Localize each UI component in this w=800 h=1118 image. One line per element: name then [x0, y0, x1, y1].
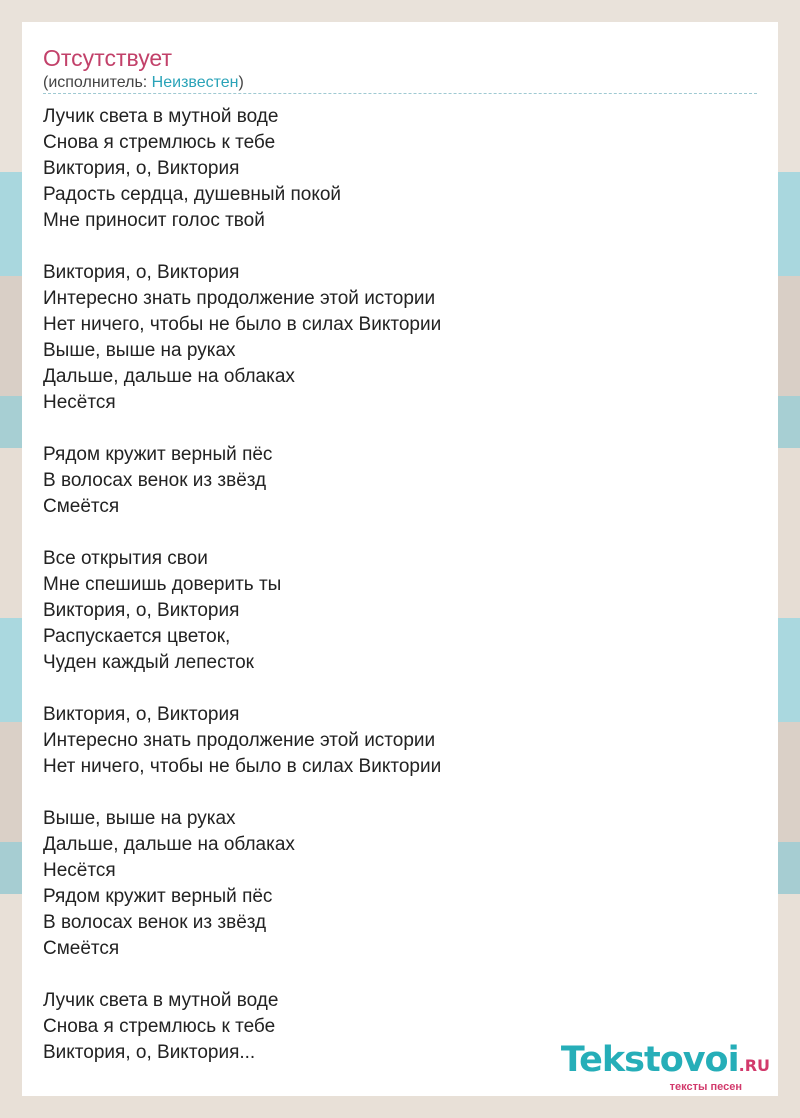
lyric-line: Интересно знать продолжение этой истории: [43, 730, 436, 751]
lyric-line: Мне спешишь доверить ты: [43, 574, 282, 595]
lyric-line: Виктория, о, Виктория...: [43, 1042, 256, 1063]
logo-wordmark: [561, 1042, 770, 1084]
lyric-line: Нет ничего, чтобы не было в силах Виктории: [43, 756, 442, 777]
lyric-line: Дальше, дальше на облаках: [43, 366, 295, 387]
lyric-line: Рядом кружит верный пёс: [43, 444, 273, 465]
lyric-line: В волосах венок из звёзд: [43, 912, 267, 933]
title-divider: [43, 93, 757, 94]
artist-prefix: (исполнитель:: [43, 74, 152, 91]
lyric-line: Снова я стремлюсь к тебе: [43, 132, 276, 153]
lyric-line: Виктория, о, Виктория: [43, 600, 240, 621]
song-title: Отсутствует: [43, 45, 172, 71]
lyric-line: Чуден каждый лепесток: [43, 652, 254, 673]
lyric-line: Выше, выше на руках: [43, 340, 236, 361]
lyric-line: Лучик света в мутной воде: [43, 990, 279, 1011]
lyric-line: Лучик света в мутной воде: [43, 106, 279, 127]
stanza-break: [43, 234, 441, 260]
stanza-break: [43, 962, 441, 988]
lyric-line: Радость сердца, душевный покой: [43, 184, 342, 205]
lyrics-sheet: [22, 22, 778, 1096]
stanza-break: [43, 780, 441, 806]
lyric-line: Смеётся: [43, 496, 120, 517]
lyric-line: Выше, выше на руках: [43, 808, 236, 829]
lyric-line: Мне приносит голос твой: [43, 210, 265, 231]
logo-domain: .RU: [738, 1056, 770, 1075]
lyrics-text: [43, 104, 441, 1066]
lyric-line: Все открытия свои: [43, 548, 208, 569]
lyric-line: Нет ничего, чтобы не было в силах Виктории: [43, 314, 442, 335]
lyric-line: Снова я стремлюсь к тебе: [43, 1016, 276, 1037]
site-logo[interactable]: [561, 1042, 770, 1093]
stanza-break: [43, 520, 441, 546]
lyric-line: Виктория, о, Виктория: [43, 158, 240, 179]
stanza-break: [43, 676, 441, 702]
lyric-line: В волосах венок из звёзд: [43, 470, 267, 491]
lyric-line: Интересно знать продолжение этой истории: [43, 288, 436, 309]
lyric-line: Виктория, о, Виктория: [43, 704, 240, 725]
lyric-line: Несётся: [43, 860, 116, 881]
lyric-line: Несётся: [43, 392, 116, 413]
lyric-line: Смеётся: [43, 938, 120, 959]
artist-link[interactable]: Неизвестен: [151, 74, 239, 91]
lyric-line: Рядом кружит верный пёс: [43, 886, 273, 907]
lyric-line: Дальше, дальше на облаках: [43, 834, 295, 855]
artist-suffix: ): [238, 74, 244, 91]
artist-line: [43, 73, 244, 93]
lyric-line: Распускается цветок,: [43, 626, 231, 647]
logo-tagline: тексты песен: [669, 1081, 742, 1093]
stanza-break: [43, 416, 441, 442]
logo-name: Tekstovoi: [560, 1040, 739, 1080]
lyric-line: Виктория, о, Виктория: [43, 262, 240, 283]
